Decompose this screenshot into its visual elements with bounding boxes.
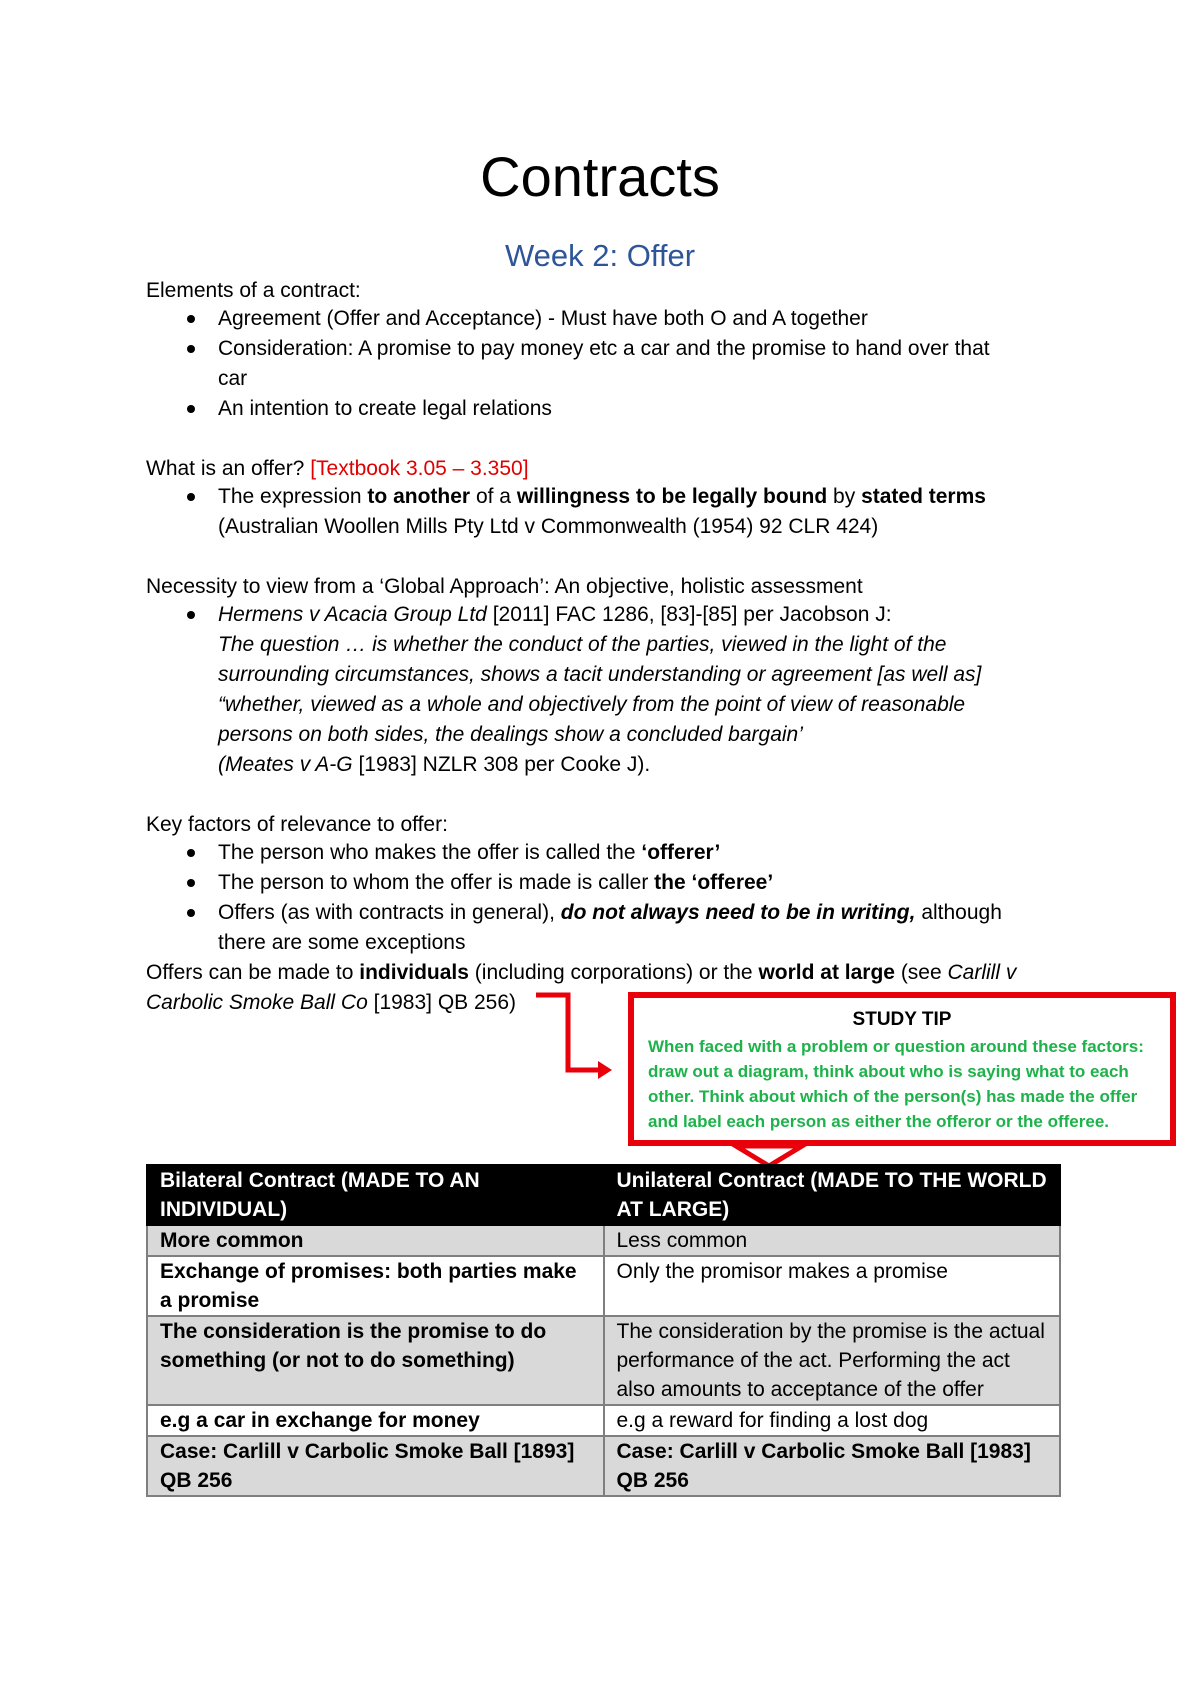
list-item [218,868,773,898]
bullet-icon [187,611,195,619]
quote-text: “whether, viewed as a whole and objectively from the point of view of reasonable [218,693,966,716]
table-cell: Less common [604,1225,1061,1256]
list-item: Agreement (Offer and Acceptance) - Must have both O and A together [218,307,868,330]
study-tip-title: STUDY TIP [852,1009,952,1030]
world-bold: world at large [758,961,895,984]
table-cell: The consideration by the promise is the actual performance of the act. Performing the act also amounts to acceptance of the offer [604,1316,1061,1405]
quote-citation [218,750,650,780]
table-header-row [147,1165,1060,1225]
case-name: Hermens v Acacia Group Ltd [218,603,487,626]
quote-line [218,690,965,720]
list-item [218,898,1002,928]
table-cell: e.g a reward for finding a lost dog [604,1405,1061,1436]
contract-comparison-table [146,1164,1061,1497]
factor-term: the ‘offeree’ [654,871,774,894]
quote-text: persons on both sides, the dealings show a concluded bargain’ [218,723,803,746]
study-tip-text [648,1034,1158,1134]
factors-heading: Key factors of relevance to offer: [146,813,448,836]
page-title: Contracts [480,145,720,208]
table-row [147,1436,1060,1496]
bullet-icon [187,849,195,857]
world-at-large-text [146,958,1016,988]
world-text: (including corporations) or the [474,961,753,984]
quote-citation-rest: [1983] NZLR 308 per Cooke J). [358,753,651,776]
world-text: (see [900,961,942,984]
offer-question-text: What is an offer? [146,457,305,480]
world-bold: individuals [359,961,469,984]
quote-citation-case: (Meates v A-G [218,753,353,776]
table-cell: The consideration is the promise to do something (or not to do something) [147,1316,604,1405]
table-cell: Only the promisor makes a promise [604,1256,1061,1316]
definition-text: The expression [218,485,362,508]
table-cell: Case: Carlill v Carbolic Smoke Ball [1983] QB 256 [604,1436,1061,1496]
list-item-continuation: there are some exceptions [218,931,466,954]
global-heading: Necessity to view from a ‘Global Approach’: An objective, holistic assessment [146,575,863,598]
textbook-reference: [Textbook 3.05 – 3.350] [310,457,529,480]
quote-line [218,720,803,750]
world-text: [1983] QB 256) [373,991,517,1014]
bullet-icon [187,405,195,413]
bullet-icon [187,345,195,353]
elements-heading: Elements of a contract: [146,279,361,302]
column-header: Unilateral Contract (MADE TO THE WORLD AT LARGE) [604,1165,1061,1225]
definition-bold: stated terms [861,485,986,508]
quote-line [218,630,946,660]
offer-definition [218,482,986,512]
factor-text: Offers (as with contracts in general), [218,901,555,924]
factor-text: The person who makes the offer is called the [218,841,636,864]
week-heading: Week 2: Offer [504,238,696,273]
study-tip-line: and label each person as either the offeror or the offeree. [648,1112,1110,1131]
factor-emphasis: do not always need to be in writing, [560,901,916,924]
offer-citation: (Australian Woollen Mills Pty Ltd v Commonwealth (1954) 92 CLR 424) [218,515,879,538]
table-cell: Case: Carlill v Carbolic Smoke Ball [1893] QB 256 [147,1436,604,1496]
world-case: Carbolic Smoke Ball Co [146,991,368,1014]
factor-text: The person to whom the offer is made is caller [218,871,649,894]
table-row [147,1256,1060,1316]
quote-text: The question … is whether the conduct of the parties, viewed in the light of the [218,633,947,656]
factor-text: although [921,901,1002,924]
table-cell: More common [147,1225,604,1256]
factor-term: ‘offerer’ [641,841,721,864]
quote-line [218,660,981,690]
definition-text: of a [475,485,511,508]
table-cell: Exchange of promises: both parties make a promise [147,1256,604,1316]
list-item: An intention to create legal relations [218,397,552,420]
table-row [147,1225,1060,1256]
bullet-icon [187,315,195,323]
study-tip-line: When faced with a problem or question around these factors: [648,1037,1144,1056]
definition-text: by [833,485,856,508]
world-text: Offers can be made to [146,961,354,984]
definition-bold: to another [367,485,471,508]
definition-bold: willingness to be legally bound [516,485,828,508]
study-tip-box [628,992,1176,1146]
list-item: Consideration: A promise to pay money etc a car and the promise to hand over that [218,337,990,360]
list-item [218,838,720,868]
bullet-icon [187,493,195,501]
list-item-continuation: car [218,367,248,390]
world-at-large-text-cont [146,988,516,1018]
quote-text: surrounding circumstances, shows a tacit understanding or agreement [as well as] [218,663,982,686]
world-case: Carlill v [947,961,1017,984]
table-row [147,1405,1060,1436]
study-tip-line: draw out a diagram, think about who is saying what to each [648,1062,1129,1081]
offer-question [146,454,529,484]
column-header: Bilateral Contract (MADE TO AN INDIVIDUAL) [147,1165,604,1225]
table-cell: e.g a car in exchange for money [147,1405,604,1436]
bullet-icon [187,879,195,887]
case-citation: [2011] FAC 1286, [83]-[85] per Jacobson J: [492,603,892,626]
case-reference [218,600,892,630]
study-tip-line: other. Think about which of the person(s) has made the offer [648,1087,1138,1106]
bullet-icon [187,909,195,917]
table-row [147,1316,1060,1405]
